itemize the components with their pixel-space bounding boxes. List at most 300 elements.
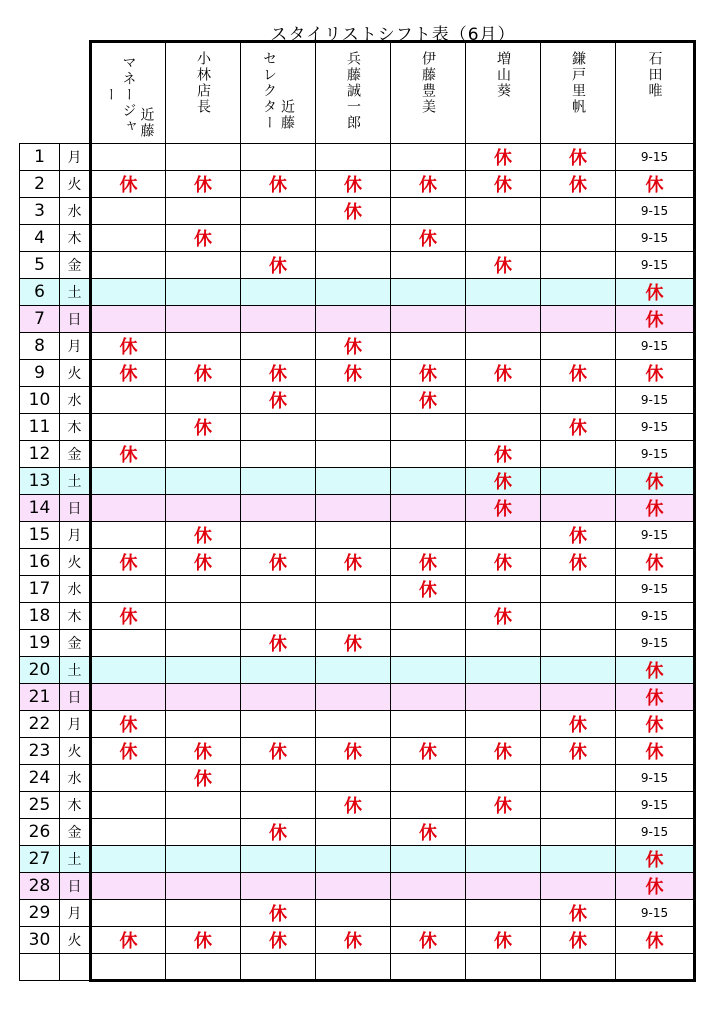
shift-cell: 休 xyxy=(541,360,616,387)
day-row xyxy=(20,225,695,252)
shift-cell xyxy=(166,468,241,495)
shift-cell xyxy=(91,954,166,981)
day-number: 15 xyxy=(20,522,60,549)
day-row xyxy=(20,711,695,738)
shift-cell: 休 xyxy=(316,360,391,387)
shift-cell: 休 xyxy=(391,360,466,387)
shift-cell: 休 xyxy=(91,360,166,387)
day-row xyxy=(20,144,695,171)
day-row xyxy=(20,738,695,765)
shift-cell: 休 xyxy=(241,630,316,657)
weekday-label: 金 xyxy=(60,441,91,468)
day-row xyxy=(20,819,695,846)
shift-cell xyxy=(91,198,166,225)
day-number: 6 xyxy=(20,279,60,306)
shift-cell: 休 xyxy=(316,198,391,225)
shift-cell xyxy=(616,954,695,981)
shift-cell: 休 xyxy=(166,738,241,765)
staff-name-3: 兵藤誠一郎 xyxy=(345,51,361,131)
shift-cell: 休 xyxy=(391,576,466,603)
shift-cell: 休 xyxy=(541,738,616,765)
shift-cell xyxy=(391,684,466,711)
weekday-label: 火 xyxy=(60,738,91,765)
shift-cell xyxy=(91,819,166,846)
day-number: 5 xyxy=(20,252,60,279)
shift-cell xyxy=(166,387,241,414)
shift-cell: 休 xyxy=(91,927,166,954)
day-number: 4 xyxy=(20,225,60,252)
shift-cell: 休 xyxy=(91,549,166,576)
shift-cell xyxy=(541,576,616,603)
shift-cell xyxy=(91,576,166,603)
shift-cell: 9-15 xyxy=(616,765,695,792)
day-number: 16 xyxy=(20,549,60,576)
shift-cell: 9-15 xyxy=(616,900,695,927)
shift-cell: 休 xyxy=(541,522,616,549)
shift-cell: 9-15 xyxy=(616,792,695,819)
weekday-label: 木 xyxy=(60,225,91,252)
weekday-label: 木 xyxy=(60,414,91,441)
shift-cell: 休 xyxy=(616,657,695,684)
day-number: 11 xyxy=(20,414,60,441)
shift-cell: 休 xyxy=(316,549,391,576)
shift-cell xyxy=(541,441,616,468)
day-number: 23 xyxy=(20,738,60,765)
shift-cell: 9-15 xyxy=(616,630,695,657)
shift-cell xyxy=(316,684,391,711)
staff-header-4 xyxy=(391,42,466,144)
shift-cell xyxy=(391,441,466,468)
weekday-label: 火 xyxy=(60,549,91,576)
shift-cell xyxy=(316,900,391,927)
shift-cell xyxy=(316,603,391,630)
shift-cell: 9-15 xyxy=(616,387,695,414)
shift-cell xyxy=(391,198,466,225)
shift-cell xyxy=(466,873,541,900)
shift-cell xyxy=(541,657,616,684)
shift-cell xyxy=(166,603,241,630)
shift-cell xyxy=(391,252,466,279)
weekday-label: 日 xyxy=(60,495,91,522)
shift-cell: 休 xyxy=(616,171,695,198)
shift-cell xyxy=(91,657,166,684)
staff-header-6 xyxy=(541,42,616,144)
shift-cell xyxy=(241,657,316,684)
shift-cell: 9-15 xyxy=(616,252,695,279)
shift-cell: 休 xyxy=(541,549,616,576)
shift-cell xyxy=(316,279,391,306)
weekday-label: 木 xyxy=(60,603,91,630)
day-number: 27 xyxy=(20,846,60,873)
shift-cell: 休 xyxy=(241,819,316,846)
shift-cell xyxy=(166,279,241,306)
weekday-label: 土 xyxy=(60,657,91,684)
staff-name-7: 石田唯 xyxy=(646,51,663,99)
shift-cell: 休 xyxy=(241,900,316,927)
day-row xyxy=(20,846,695,873)
shift-cell: 休 xyxy=(166,927,241,954)
shift-cell: 休 xyxy=(316,171,391,198)
shift-cell xyxy=(541,846,616,873)
day-number xyxy=(20,954,60,981)
shift-cell xyxy=(166,684,241,711)
shift-cell: 休 xyxy=(541,927,616,954)
staff-header-0 xyxy=(91,42,166,144)
shift-cell xyxy=(166,657,241,684)
shift-cell xyxy=(391,792,466,819)
shift-cell: 休 xyxy=(391,927,466,954)
shift-cell xyxy=(466,657,541,684)
shift-cell xyxy=(316,711,391,738)
day-row xyxy=(20,252,695,279)
shift-cell: 休 xyxy=(541,171,616,198)
shift-cell xyxy=(391,765,466,792)
day-number: 25 xyxy=(20,792,60,819)
day-number: 1 xyxy=(20,144,60,171)
shift-cell xyxy=(316,846,391,873)
day-number: 21 xyxy=(20,684,60,711)
shift-cell xyxy=(166,792,241,819)
shift-cell xyxy=(241,198,316,225)
weekday-label: 土 xyxy=(60,468,91,495)
shift-cell: 休 xyxy=(166,549,241,576)
day-number: 14 xyxy=(20,495,60,522)
shift-cell xyxy=(541,819,616,846)
shift-cell: 休 xyxy=(91,333,166,360)
shift-cell xyxy=(316,954,391,981)
day-row xyxy=(20,306,695,333)
shift-cell: 休 xyxy=(166,225,241,252)
shift-cell xyxy=(91,252,166,279)
shift-cell: 休 xyxy=(616,846,695,873)
shift-cell: 休 xyxy=(391,738,466,765)
shift-cell xyxy=(466,711,541,738)
shift-cell: 休 xyxy=(91,711,166,738)
shift-cell xyxy=(391,846,466,873)
staff-header-5 xyxy=(466,42,541,144)
weekday-label: 日 xyxy=(60,684,91,711)
day-row xyxy=(20,927,695,954)
shift-cell xyxy=(166,252,241,279)
shift-cell xyxy=(466,630,541,657)
shift-cell xyxy=(316,225,391,252)
day-row xyxy=(20,765,695,792)
day-number: 30 xyxy=(20,927,60,954)
day-number: 22 xyxy=(20,711,60,738)
shift-cell xyxy=(466,684,541,711)
shift-cell xyxy=(91,900,166,927)
shift-cell: 休 xyxy=(316,333,391,360)
shift-cell xyxy=(541,873,616,900)
shift-cell xyxy=(466,414,541,441)
weekday-label: 月 xyxy=(60,333,91,360)
day-number: 8 xyxy=(20,333,60,360)
day-row xyxy=(20,900,695,927)
shift-cell xyxy=(316,144,391,171)
day-row xyxy=(20,414,695,441)
day-number: 3 xyxy=(20,198,60,225)
shift-cell xyxy=(241,522,316,549)
shift-cell xyxy=(466,765,541,792)
header-spacer-day xyxy=(20,42,60,144)
shift-cell: 休 xyxy=(616,927,695,954)
day-row xyxy=(20,549,695,576)
weekday-label: 金 xyxy=(60,252,91,279)
day-row xyxy=(20,684,695,711)
shift-cell xyxy=(541,954,616,981)
weekday-label: 金 xyxy=(60,819,91,846)
shift-cell: 休 xyxy=(91,441,166,468)
shift-cell: 休 xyxy=(91,738,166,765)
shift-cell xyxy=(241,279,316,306)
staff-name-0-line-0: マネージャー xyxy=(102,55,137,135)
shift-cell xyxy=(316,873,391,900)
shift-cell xyxy=(541,198,616,225)
shift-cell xyxy=(91,144,166,171)
shift-cell xyxy=(91,387,166,414)
staff-name-4: 伊藤豊美 xyxy=(420,51,436,115)
day-row xyxy=(20,441,695,468)
shift-cell xyxy=(241,144,316,171)
day-number: 24 xyxy=(20,765,60,792)
shift-cell xyxy=(91,306,166,333)
shift-cell: 休 xyxy=(466,441,541,468)
shift-table xyxy=(19,40,696,982)
shift-cell xyxy=(391,522,466,549)
staff-header-1 xyxy=(166,42,241,144)
shift-cell xyxy=(316,387,391,414)
shift-cell: 休 xyxy=(316,792,391,819)
shift-cell xyxy=(166,306,241,333)
day-number: 13 xyxy=(20,468,60,495)
shift-cell: 休 xyxy=(166,360,241,387)
shift-cell: 休 xyxy=(466,360,541,387)
shift-cell xyxy=(316,765,391,792)
shift-cell: 休 xyxy=(241,549,316,576)
weekday-label: 月 xyxy=(60,900,91,927)
shift-cell: 9-15 xyxy=(616,144,695,171)
shift-cell xyxy=(166,495,241,522)
shift-cell xyxy=(166,954,241,981)
shift-cell xyxy=(241,603,316,630)
shift-cell xyxy=(541,306,616,333)
shift-cell xyxy=(91,792,166,819)
weekday-label: 火 xyxy=(60,171,91,198)
shift-cell xyxy=(241,441,316,468)
staff-header-3 xyxy=(316,42,391,144)
weekday-label: 土 xyxy=(60,279,91,306)
shift-cell: 休 xyxy=(241,387,316,414)
shift-cell xyxy=(391,414,466,441)
shift-cell xyxy=(466,333,541,360)
shift-cell xyxy=(466,225,541,252)
weekday-label: 月 xyxy=(60,711,91,738)
shift-cell xyxy=(91,468,166,495)
shift-cell xyxy=(316,252,391,279)
shift-cell xyxy=(466,900,541,927)
day-row xyxy=(20,630,695,657)
shift-cell: 休 xyxy=(91,171,166,198)
shift-cell: 休 xyxy=(316,927,391,954)
shift-cell xyxy=(241,954,316,981)
day-row xyxy=(20,387,695,414)
shift-cell: 休 xyxy=(166,414,241,441)
shift-cell xyxy=(466,819,541,846)
shift-cell: 9-15 xyxy=(616,414,695,441)
shift-cell xyxy=(391,603,466,630)
shift-cell: 休 xyxy=(241,738,316,765)
shift-cell: 休 xyxy=(241,360,316,387)
shift-cell: 休 xyxy=(316,738,391,765)
shift-cell xyxy=(541,225,616,252)
day-row xyxy=(20,198,695,225)
staff-name-1: 小林店長 xyxy=(195,51,211,115)
header-spacer-weekday xyxy=(60,42,91,144)
shift-cell: 休 xyxy=(466,603,541,630)
shift-cell: 休 xyxy=(466,171,541,198)
shift-cell xyxy=(91,279,166,306)
staff-name-0-line-1: 近藤 xyxy=(138,107,155,139)
shift-cell xyxy=(541,603,616,630)
day-row xyxy=(20,954,695,981)
shift-cell xyxy=(166,711,241,738)
shift-cell: 休 xyxy=(616,279,695,306)
shift-cell: 休 xyxy=(616,468,695,495)
shift-cell xyxy=(91,630,166,657)
shift-cell xyxy=(241,792,316,819)
weekday-label: 土 xyxy=(60,846,91,873)
day-number: 12 xyxy=(20,441,60,468)
shift-cell xyxy=(166,198,241,225)
day-row xyxy=(20,792,695,819)
shift-cell: 休 xyxy=(616,495,695,522)
shift-cell xyxy=(391,873,466,900)
weekday-label: 日 xyxy=(60,873,91,900)
shift-cell: 休 xyxy=(616,711,695,738)
shift-cell xyxy=(466,198,541,225)
staff-header-7 xyxy=(616,42,695,144)
shift-cell xyxy=(316,522,391,549)
shift-cell: 休 xyxy=(541,900,616,927)
shift-cell xyxy=(241,414,316,441)
shift-cell xyxy=(241,468,316,495)
shift-cell: 休 xyxy=(466,792,541,819)
day-row xyxy=(20,576,695,603)
shift-cell xyxy=(391,468,466,495)
shift-cell: 9-15 xyxy=(616,819,695,846)
shift-cell xyxy=(91,684,166,711)
shift-cell xyxy=(391,954,466,981)
staff-name-5: 増山葵 xyxy=(495,51,511,99)
shift-cell xyxy=(241,225,316,252)
shift-cell: 9-15 xyxy=(616,198,695,225)
shift-cell xyxy=(316,306,391,333)
shift-cell xyxy=(541,333,616,360)
shift-cell xyxy=(391,279,466,306)
day-row xyxy=(20,468,695,495)
staff-name-2-line-1: 近藤 xyxy=(279,99,295,131)
shift-cell xyxy=(466,522,541,549)
shift-cell: 休 xyxy=(241,927,316,954)
shift-cell xyxy=(166,576,241,603)
day-row xyxy=(20,333,695,360)
shift-cell xyxy=(391,144,466,171)
weekday-label: 水 xyxy=(60,576,91,603)
day-row xyxy=(20,279,695,306)
shift-cell xyxy=(391,900,466,927)
page-title: スタイリストシフト表（6月） xyxy=(270,25,516,45)
shift-cell: 9-15 xyxy=(616,333,695,360)
shift-cell xyxy=(166,846,241,873)
shift-cell xyxy=(391,711,466,738)
shift-cell: 休 xyxy=(466,738,541,765)
weekday-label: 木 xyxy=(60,792,91,819)
shift-cell xyxy=(166,819,241,846)
day-row xyxy=(20,171,695,198)
day-number: 26 xyxy=(20,819,60,846)
staff-name-6: 鎌戸里帆 xyxy=(570,51,586,115)
day-row xyxy=(20,657,695,684)
shift-cell xyxy=(541,630,616,657)
shift-cell xyxy=(91,846,166,873)
shift-cell: 休 xyxy=(616,738,695,765)
shift-cell xyxy=(241,495,316,522)
shift-cell: 9-15 xyxy=(616,576,695,603)
shift-cell xyxy=(316,495,391,522)
shift-cell xyxy=(166,441,241,468)
shift-cell: 休 xyxy=(466,468,541,495)
day-number: 2 xyxy=(20,171,60,198)
shift-cell: 休 xyxy=(466,549,541,576)
shift-cell xyxy=(541,279,616,306)
day-number: 17 xyxy=(20,576,60,603)
shift-cell xyxy=(166,333,241,360)
shift-cell: 休 xyxy=(91,603,166,630)
shift-cell xyxy=(241,333,316,360)
shift-cell: 休 xyxy=(391,819,466,846)
shift-cell: 休 xyxy=(391,225,466,252)
shift-cell xyxy=(316,657,391,684)
shift-cell: 9-15 xyxy=(616,441,695,468)
shift-cell: 休 xyxy=(391,549,466,576)
weekday-label: 月 xyxy=(60,522,91,549)
shift-cell xyxy=(466,576,541,603)
shift-cell: 休 xyxy=(391,387,466,414)
shift-cell: 休 xyxy=(466,252,541,279)
shift-cell xyxy=(316,576,391,603)
weekday-label: 水 xyxy=(60,387,91,414)
weekday-label: 日 xyxy=(60,306,91,333)
day-number: 18 xyxy=(20,603,60,630)
shift-cell xyxy=(541,684,616,711)
shift-cell xyxy=(541,765,616,792)
shift-cell: 休 xyxy=(316,630,391,657)
shift-cell: 休 xyxy=(241,252,316,279)
shift-cell: 休 xyxy=(166,522,241,549)
shift-cell: 休 xyxy=(241,171,316,198)
weekday-label: 火 xyxy=(60,927,91,954)
shift-cell: 9-15 xyxy=(616,522,695,549)
shift-cell xyxy=(91,495,166,522)
day-number: 28 xyxy=(20,873,60,900)
shift-cell xyxy=(391,306,466,333)
shift-cell xyxy=(466,279,541,306)
shift-cell xyxy=(241,711,316,738)
shift-cell xyxy=(466,954,541,981)
day-number: 9 xyxy=(20,360,60,387)
weekday-label: 水 xyxy=(60,198,91,225)
shift-cell: 休 xyxy=(616,306,695,333)
